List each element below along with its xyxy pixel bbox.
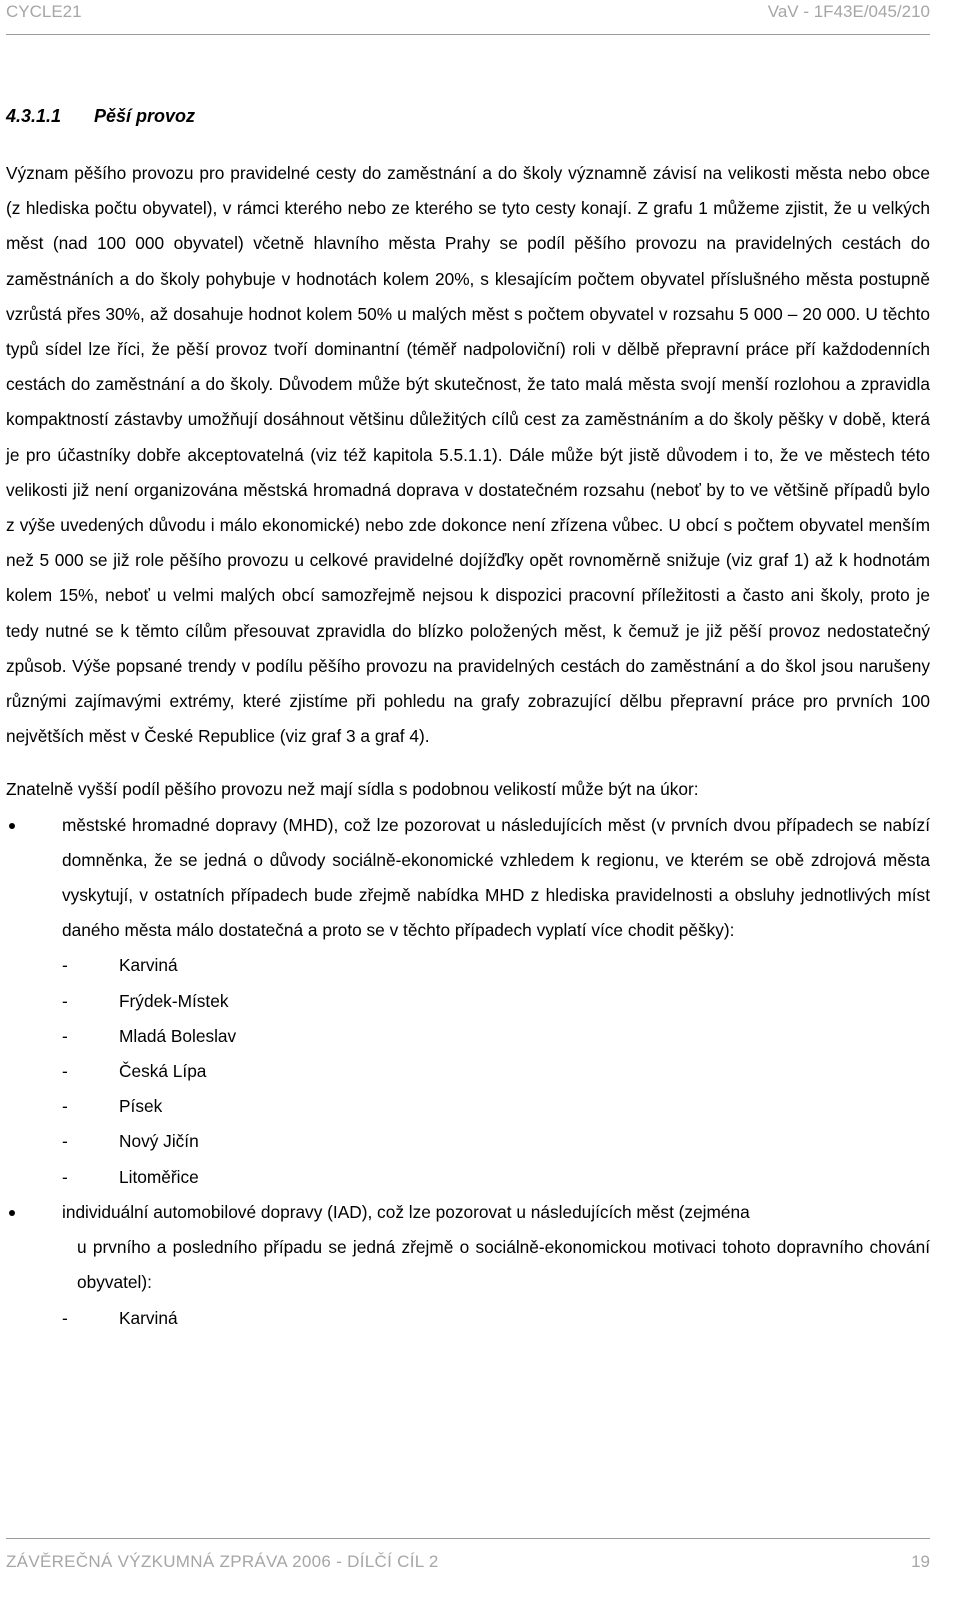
city-name: Česká Lípa bbox=[119, 1061, 207, 1082]
bullet-list bbox=[6, 808, 930, 1336]
dash-icon: - bbox=[62, 1166, 68, 1187]
bullet-text: městské hromadné dopravy (MHD), což lze pozorovat u následujících měst (v prvních dvou případech se nabízí domněnka, že se jedná o důvody sociálně-ekonomické vzhledem k regionu, ve kterém se obě zdrojová města vyskytují, v ostatních případech bude zřejmě nabídka MHD z hlediska pravidelnosti a obsluhy jednotlivých míst daného města málo dostatečná a proto se v těchto případech vyplatí více chodit pěšky): bbox=[62, 814, 930, 941]
dash-icon: - bbox=[62, 1307, 68, 1328]
bullet-text: individuální automobilové dopravy (IAD), což lze pozorovat u následujících měst (zejména bbox=[62, 1201, 750, 1222]
city-list-item bbox=[62, 984, 930, 1019]
city-list-item bbox=[62, 1160, 930, 1195]
bullet-icon bbox=[9, 1210, 15, 1216]
dash-icon: - bbox=[62, 1131, 68, 1152]
city-name: Písek bbox=[119, 1096, 163, 1117]
main-paragraph: Význam pěšího provozu pro pravidelné cesty do zaměstnání a do školy významně závisí na velikosti města nebo obce (z hlediska počtu obyvatel), v rámci kterého nebo ze kterého se tyto cesty konají. Z grafu 1 můžeme zjistit, že u velkých měst (nad 100 000 obyvatel) včetně hlavního města Prahy se podíl pěšího provozu na pravidelných cestách do zaměstnáních a do školy pohybuje v hodnotách kolem 20%, s klesajícím počtem obyvatel příslušného města postupně vzrůstá přes 30%, až dosahuje hodnot kolem 50% u malých měst s počtem obyvatel v rozsahu 5 000 – 20 000. U těchto typů sídel lze říci, že pěší provoz tvoří dominantní (téměř nadpoloviční) roli v dělbě přepravní práce pří každodenních cestách do zaměstnání a do školy. Důvodem může být skutečnost, že tato malá města svojí menší rozlohou a zpravidla kompaktností zástavby umožňují dosáhnout většinu důležitých cílů cest za zaměstnáním a do školy pěšky v době, která je pro účastníky dobře akceptovatelná (viz též kapitola 5.5.1.1). Dále může být jistě důvodem i to, že ve městech této velikosti již není organizována městská hromadná doprava v dostatečném rozsahu (neboť by to ve většině případů bylo z výše uvedených důvodu i málo ekonomické) nebo zde dokonce není zřízena vůbec. U obcí s počtem obyvatel menším než 5 000 se již role pěšího provozu u celkové pravidelné dojížďky opět rovnoměrně snižuje (viz graf 1) až k hodnotám kolem 15%, neboť u velmi malých obcí samozřejmě nejsou k dispozici pracovní příležitosti a často ani školy, proto je tedy nutné se k těmto cílům přesouvat zpravidla do blízko položených měst, k čemuž je již pěší provoz nedostatečný způsob. Výše popsané trendy v podílu pěšího provozu na pravidelných cestách do zaměstnání a do škol jsou narušeny různými zajímavými extrémy, které zjistíme při pohledu na grafy zobrazující dělbu přepravní práce pro prvních 100 největších měst v České Republice (viz graf 3 a graf 4). bbox=[6, 163, 930, 747]
city-list-item bbox=[62, 1054, 930, 1089]
bullet-text-continued: u prvního a posledního případu se jedná zřejmě o sociálně-ekonomickou motivaci tohoto dopravního chování obyvatel): bbox=[77, 1237, 930, 1293]
section-heading bbox=[6, 106, 195, 127]
city-list-item bbox=[62, 948, 930, 983]
bullet-item-mhd bbox=[6, 808, 930, 1195]
page-number: 19 bbox=[911, 1552, 930, 1571]
city-name: Karviná bbox=[119, 1307, 178, 1328]
page-footer bbox=[6, 1538, 930, 1571]
dash-icon: - bbox=[62, 1061, 68, 1082]
dash-icon: - bbox=[62, 955, 68, 976]
city-name: Litoměřice bbox=[119, 1166, 199, 1187]
city-list-item bbox=[62, 1089, 930, 1124]
bullet-icon bbox=[9, 823, 15, 829]
city-name: Karviná bbox=[119, 955, 178, 976]
city-list-mhd bbox=[62, 948, 930, 1194]
bullet-item-iad bbox=[6, 1195, 930, 1336]
section-number: 4.3.1.1 bbox=[6, 106, 62, 126]
city-list-item bbox=[62, 1019, 930, 1054]
document-body bbox=[6, 156, 930, 1336]
header-project-code: VaV - 1F43E/045/210 bbox=[767, 2, 930, 21]
city-name: Frýdek-Místek bbox=[119, 990, 229, 1011]
intro-paragraph: Znatelně vyšší podíl pěšího provozu než mají sídla s podobnou velikostí může být na úkor: bbox=[6, 779, 699, 800]
dash-icon: - bbox=[62, 990, 68, 1011]
city-list-item bbox=[62, 1301, 930, 1336]
footer-report-title: ZÁVĚREČNÁ VÝZKUMNÁ ZPRÁVA 2006 - DÍLČÍ CÍL 2 bbox=[6, 1552, 439, 1571]
dash-icon: - bbox=[62, 1096, 68, 1117]
city-name: Nový Jičín bbox=[119, 1131, 199, 1152]
page-header bbox=[6, 0, 930, 35]
city-list-iad bbox=[62, 1301, 930, 1336]
dash-icon: - bbox=[62, 1025, 68, 1046]
city-name: Mladá Boleslav bbox=[119, 1025, 237, 1046]
section-title: Pěší provoz bbox=[94, 106, 196, 126]
header-project-name: CYCLE21 bbox=[6, 2, 82, 21]
city-list-item bbox=[62, 1124, 930, 1159]
